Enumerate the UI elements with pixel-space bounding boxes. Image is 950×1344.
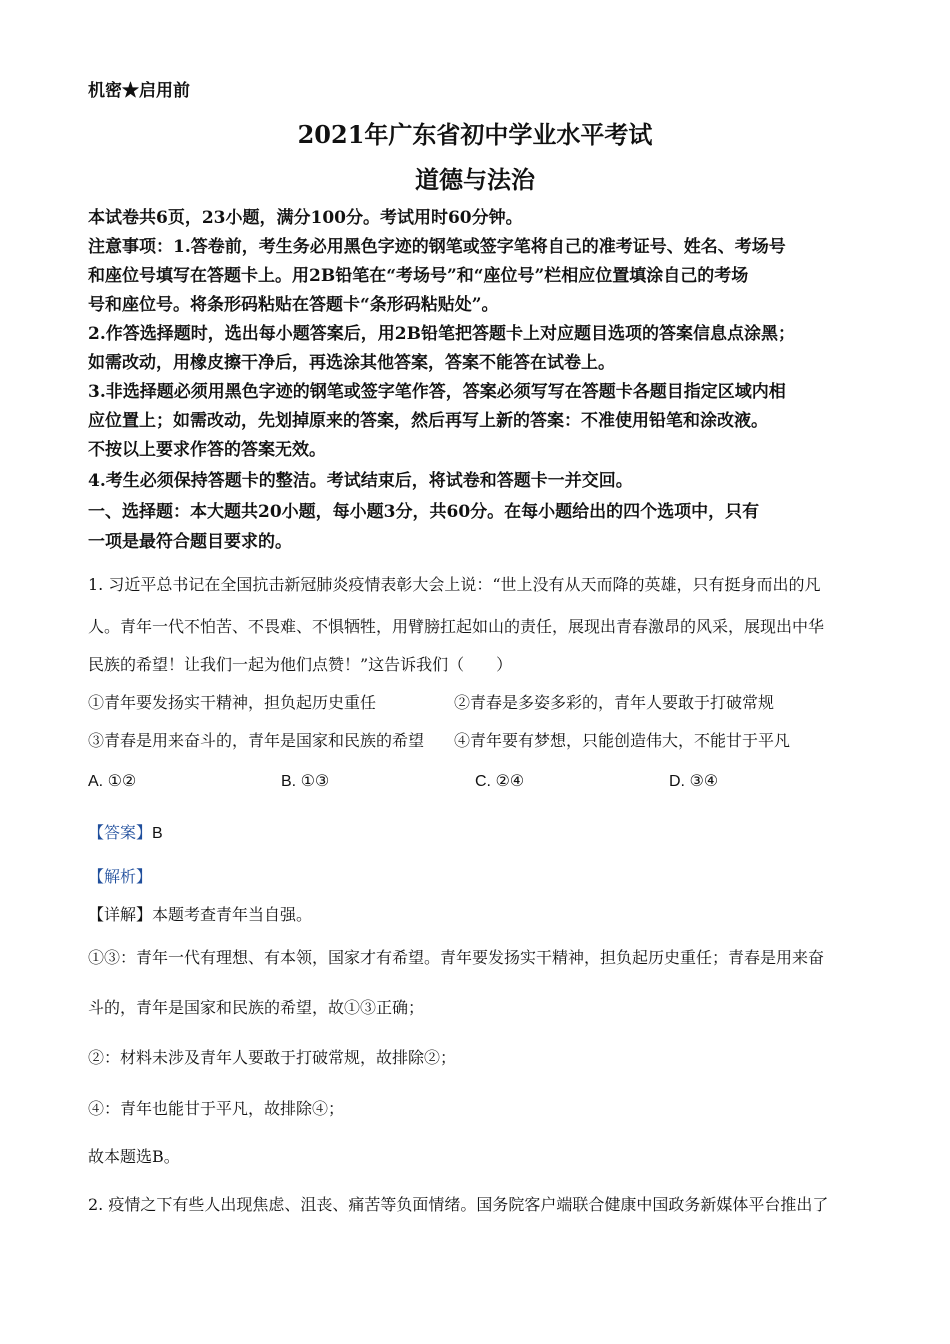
q1-detail: 【详解】本题考查青年当自强。 <box>88 905 313 924</box>
instruction-note4: 4.考生必须保持答题卡的整洁。考试结束后，将试卷和答题卡一并交回。 <box>88 471 633 491</box>
section-heading-b: 一项是最符合题目要求的。 <box>88 532 292 552</box>
q1-explanation-1b: 斗的，青年是国家和民族的希望，故①③正确； <box>88 998 425 1017</box>
answer-value: B <box>152 825 163 842</box>
q1-stem-line1: 1. 习近平总书记在全国抗击新冠肺炎疫情表彰大会上说：“世上没有从天而降的英雄，只有挺身而出的凡 <box>88 575 821 594</box>
instruction-note2-a: 2.作答选择题时，选出每小题答案后，用2B铅笔把答题卡上对应题目选项的答案信息点涂黑； <box>88 324 795 344</box>
q1-conclusion: 故本题选B。 <box>88 1147 180 1166</box>
section-heading-a: 一、选择题：本大题共20小题，每小题3分，共60分。在每小题给出的四个选项中，只有 <box>88 502 760 522</box>
q2-stem-line1: 2. 疫情之下有些人出现焦虑、沮丧、痛苦等负面情绪。国务院客户端联合健康中国政务新媒体平台推出了 <box>88 1195 829 1214</box>
q1-option-b: B. ①③ <box>281 773 330 790</box>
q1-option-d: D. ③④ <box>669 773 719 790</box>
q1-statement-4: ④青年要有梦想，只能创造伟大，不能甘于平凡 <box>454 731 791 750</box>
q1-explanation-3: ④：青年也能甘于平凡，故排除④； <box>88 1099 345 1118</box>
instruction-note2-b: 如需改动，用橡皮擦干净后，再选涂其他答案，答案不能答在试卷上。 <box>88 353 615 373</box>
exam-title: 2021年广东省初中学业水平考试 <box>297 120 653 149</box>
answer-tag: 【答案】 <box>88 823 153 842</box>
instruction-note3-b: 应位置上；如需改动，先划掉原来的答案，然后再写上新的答案：不准使用铅笔和涂改液。 <box>88 411 768 431</box>
instruction-note1-a: 注意事项：1.答卷前，考生务必用黑色字迹的钢笔或签字笔将自己的准考证号、姓名、考场号 <box>88 237 786 257</box>
q1-stem-line2: 人。青年一代不怕苦、不畏难、不惧牺牲，用臂膀扛起如山的责任，展现出青春激昂的风采，展现出中华 <box>88 617 825 636</box>
instruction-note3-a: 3.非选择题必须用黑色字迹的钢笔或签字笔作答，答案必须写写在答题卡各题目指定区域内相 <box>88 382 786 402</box>
confidential-label: 机密★启用前 <box>88 81 190 101</box>
subject-title: 道德与法治 <box>415 165 535 194</box>
analysis-tag: 【解析】 <box>88 867 153 886</box>
instruction-note1-b: 和座位号填写在答题卡上。用2B铅笔在“考场号”和“座位号”栏相应位置填涂自己的考场 <box>88 266 749 286</box>
instruction-note3-c: 不按以上要求作答的答案无效。 <box>88 440 326 460</box>
q1-explanation-2: ②：材料未涉及青年人要敢于打破常规，故排除②； <box>88 1048 457 1067</box>
q1-answer-row <box>88 820 163 843</box>
q1-statement-1: ①青年要发扬实干精神，担负起历史重任 <box>88 693 377 712</box>
q1-statement-2: ②青春是多姿多彩的，青年人要敢于打破常规 <box>454 693 775 712</box>
q1-statement-3: ③青春是用来奋斗的，青年是国家和民族的希望 <box>88 731 425 750</box>
q1-stem-line3: 民族的希望！让我们一起为他们点赞！”这告诉我们（ ） <box>88 655 513 674</box>
q1-explanation-1a: ①③：青年一代有理想、有本领，国家才有希望。青年要发扬实干精神，担负起历史重任；青春是用来奋 <box>88 948 825 967</box>
q1-option-a: A. ①② <box>88 773 137 790</box>
instruction-summary: 本试卷共6页，23小题，满分100分。考试用时60分钟。 <box>88 208 523 228</box>
instruction-note1-c: 号和座位号。将条形码粘贴在答题卡“条形码粘贴处”。 <box>88 295 499 315</box>
q1-option-c: C. ②④ <box>475 773 525 790</box>
